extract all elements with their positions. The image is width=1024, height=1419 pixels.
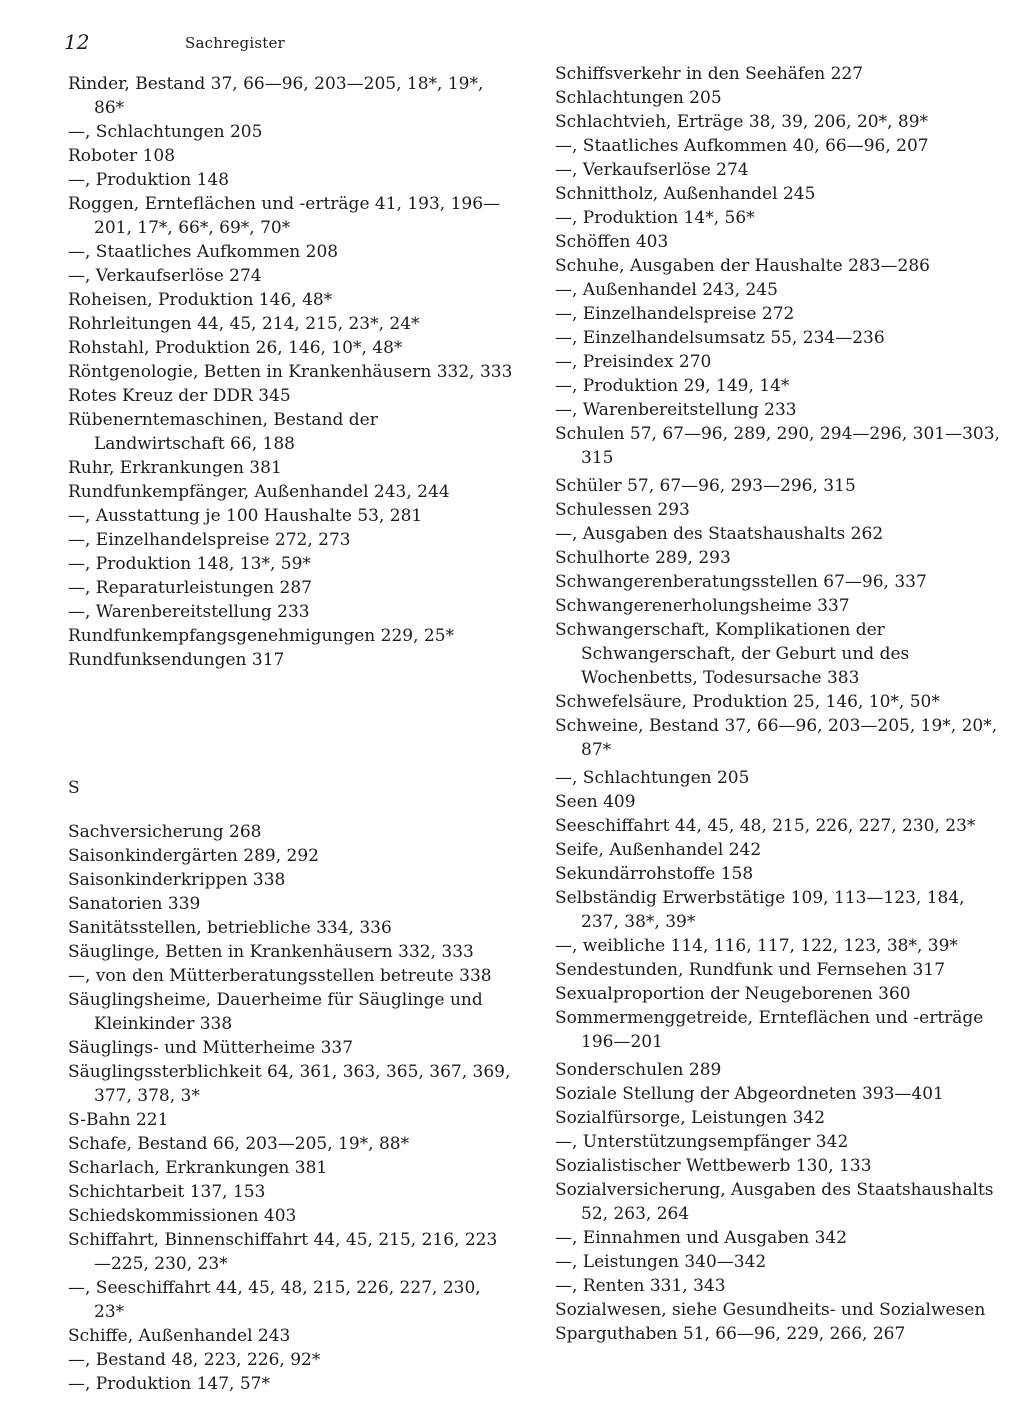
index-entry: —, Ausstattung je 100 Haushalte 53, 281 bbox=[68, 506, 423, 526]
index-column-left bbox=[68, 72, 513, 1396]
index-entry: Seife, Außenhandel 242 bbox=[555, 840, 762, 860]
index-group bbox=[555, 474, 1000, 762]
index-entry: Sonderschulen 289 bbox=[555, 1060, 722, 1080]
index-entry: Sanatorien 339 bbox=[68, 894, 201, 914]
index-entry: Schulen 57, 67—96, 289, 290, 294—296, 301—303, 315 bbox=[555, 424, 1000, 468]
index-group-s bbox=[68, 820, 513, 1396]
index-entry: —, Schlachtungen 205 bbox=[555, 768, 750, 788]
index-entry: Rohstahl, Produktion 26, 146, 10*, 48* bbox=[68, 338, 403, 358]
index-entry: —, Ausgaben des Staatshaushalts 262 bbox=[555, 524, 884, 544]
index-entry: Säuglingssterblichkeit 64, 361, 363, 365, 367, 369, 377, 378, 3* bbox=[68, 1062, 511, 1106]
index-entry: S-Bahn 221 bbox=[68, 1110, 169, 1130]
index-entry: —, Renten 331, 343 bbox=[555, 1276, 726, 1296]
index-entry: —, Warenbereitstellung 233 bbox=[68, 602, 310, 622]
index-entry: Schlachtvieh, Erträge 38, 39, 206, 20*, 89* bbox=[555, 112, 929, 132]
index-entry: Schweine, Bestand 37, 66—96, 203—205, 19*, 20*, 87* bbox=[555, 716, 998, 760]
index-entry: —, Einnahmen und Ausgaben 342 bbox=[555, 1228, 848, 1248]
index-entry: —, Einzelhandelspreise 272, 273 bbox=[68, 530, 351, 550]
index-entry: Säuglingsheime, Dauerheime für Säuglinge und Kleinkinder 338 bbox=[68, 990, 483, 1034]
index-entry: Röntgenologie, Betten in Krankenhäusern 332, 333 bbox=[68, 362, 513, 382]
index-entry: Schulessen 293 bbox=[555, 500, 690, 520]
index-entry: Sekundärrohstoffe 158 bbox=[555, 864, 754, 884]
index-entry: Seen 409 bbox=[555, 792, 636, 812]
index-entry: —, Reparaturleistungen 287 bbox=[68, 578, 312, 598]
index-entry: Säuglings- und Mütterheime 337 bbox=[68, 1038, 354, 1058]
running-head: Sachregister bbox=[185, 34, 285, 52]
index-entry: Rotes Kreuz der DDR 345 bbox=[68, 386, 291, 406]
index-entry: —, Produktion 147, 57* bbox=[68, 1374, 270, 1394]
index-entry: —, Seeschiffahrt 44, 45, 48, 215, 226, 227, 230, 23* bbox=[68, 1278, 481, 1322]
index-entry: Seeschiffahrt 44, 45, 48, 215, 226, 227, 230, 23* bbox=[555, 816, 976, 836]
index-entry: —, Einzelhandelsumsatz 55, 234—236 bbox=[555, 328, 885, 348]
index-entry: Schiffe, Außenhandel 243 bbox=[68, 1326, 291, 1346]
index-entry: Sparguthaben 51, 66—96, 229, 266, 267 bbox=[555, 1324, 906, 1344]
index-entry: Schulhorte 289, 293 bbox=[555, 548, 731, 568]
index-entry: Schüler 57, 67—96, 293—296, 315 bbox=[555, 476, 856, 496]
index-entry: Säuglinge, Betten in Krankenhäusern 332, 333 bbox=[68, 942, 474, 962]
index-entry: Ruhr, Erkrankungen 381 bbox=[68, 458, 282, 478]
index-entry: —, Verkaufserlöse 274 bbox=[555, 160, 749, 180]
index-entry: —, Leistungen 340—342 bbox=[555, 1252, 767, 1272]
index-entry: Roggen, Ernteflächen und -erträge 41, 193, 196—201, 17*, 66*, 69*, 70* bbox=[68, 194, 501, 238]
index-entry: —, Schlachtungen 205 bbox=[68, 122, 263, 142]
section-letter: S bbox=[68, 778, 80, 798]
index-entry: Rinder, Bestand 37, 66—96, 203—205, 18*, 19*, 86* bbox=[68, 74, 484, 118]
index-entry: —, Unterstützungsempfänger 342 bbox=[555, 1132, 849, 1152]
index-entry: Saisonkindergärten 289, 292 bbox=[68, 846, 319, 866]
index-entry: —, Bestand 48, 223, 226, 92* bbox=[68, 1350, 321, 1370]
index-entry: —, weibliche 114, 116, 117, 122, 123, 38*, 39* bbox=[555, 936, 958, 956]
index-column-right bbox=[555, 62, 1000, 1346]
index-entry: Schafe, Bestand 66, 203—205, 19*, 88* bbox=[68, 1134, 410, 1154]
index-entry: Sozialwesen, siehe Gesundheits- und Sozialwesen bbox=[555, 1300, 986, 1320]
index-entry: Sozialfürsorge, Leistungen 342 bbox=[555, 1108, 826, 1128]
index-entry: Sexualproportion der Neugeborenen 360 bbox=[555, 984, 911, 1004]
index-entry: Rundfunksendungen 317 bbox=[68, 650, 285, 670]
index-entry: Schichtarbeit 137, 153 bbox=[68, 1182, 266, 1202]
index-entry: —, Produktion 29, 149, 14* bbox=[555, 376, 790, 396]
index-entry: Schwangerschaft, Komplikationen der Schwangerschaft, der Geburt und des Wochenbetts, Todesursache 383 bbox=[555, 620, 910, 688]
index-entry: Roboter 108 bbox=[68, 146, 176, 166]
index-entry: Schlachtungen 205 bbox=[555, 88, 722, 108]
index-entry: Rundfunkempfänger, Außenhandel 243, 244 bbox=[68, 482, 450, 502]
index-entry: Schwangerenerholungsheime 337 bbox=[555, 596, 850, 616]
index-entry: —, Einzelhandelspreise 272 bbox=[555, 304, 795, 324]
section-gap bbox=[68, 800, 513, 820]
index-entry: Sommermenggetreide, Ernteflächen und -erträge 196—201 bbox=[555, 1008, 984, 1052]
index-entry: Saisonkinderkrippen 338 bbox=[68, 870, 286, 890]
index-entry: Schiedskommissionen 403 bbox=[68, 1206, 297, 1226]
page-number: 12 bbox=[64, 30, 90, 54]
index-entry: Sozialistischer Wettbewerb 130, 133 bbox=[555, 1156, 872, 1176]
index-entry: —, Warenbereitstellung 233 bbox=[555, 400, 797, 420]
index-entry: Soziale Stellung der Abgeordneten 393—401 bbox=[555, 1084, 944, 1104]
index-entry: Sanitätsstellen, betriebliche 334, 336 bbox=[68, 918, 392, 938]
index-entry: Selbständig Erwerbstätige 109, 113—123, 184, 237, 38*, 39* bbox=[555, 888, 965, 932]
index-entry: Sendestunden, Rundfunk und Fernsehen 317 bbox=[555, 960, 946, 980]
index-entry: —, Preisindex 270 bbox=[555, 352, 712, 372]
index-entry: Scharlach, Erkrankungen 381 bbox=[68, 1158, 328, 1178]
index-entry: Schöffen 403 bbox=[555, 232, 669, 252]
index-entry: Schnittholz, Außenhandel 245 bbox=[555, 184, 816, 204]
index-entry: Schuhe, Ausgaben der Haushalte 283—286 bbox=[555, 256, 930, 276]
index-group-r bbox=[68, 72, 513, 672]
index-entry: —, Produktion 14*, 56* bbox=[555, 208, 755, 228]
index-entry: Schwangerenberatungsstellen 67—96, 337 bbox=[555, 572, 927, 592]
index-group bbox=[555, 1058, 1000, 1346]
index-entry: Roheisen, Produktion 146, 48* bbox=[68, 290, 333, 310]
index-entry: Schwefelsäure, Produktion 25, 146, 10*, 50* bbox=[555, 692, 940, 712]
index-entry: Schiffsverkehr in den Seehäfen 227 bbox=[555, 64, 864, 84]
index-group bbox=[555, 62, 1000, 470]
index-entry: —, Verkaufserlöse 274 bbox=[68, 266, 262, 286]
index-group bbox=[555, 766, 1000, 1054]
index-entry: Rundfunkempfangsgenehmigungen 229, 25* bbox=[68, 626, 455, 646]
index-entry: —, Produktion 148, 13*, 59* bbox=[68, 554, 311, 574]
index-entry: —, von den Mütterberatungsstellen betreute 338 bbox=[68, 966, 492, 986]
index-entry: Schiffahrt, Binnenschiffahrt 44, 45, 215, 216, 223—225, 230, 23* bbox=[68, 1230, 498, 1274]
index-entry: —, Staatliches Aufkommen 208 bbox=[68, 242, 339, 262]
section-gap bbox=[68, 672, 513, 776]
index-entry: —, Außenhandel 243, 245 bbox=[555, 280, 778, 300]
index-entry: Sozialversicherung, Ausgaben des Staatshaushalts 52, 263, 264 bbox=[555, 1180, 994, 1224]
index-entry: —, Produktion 148 bbox=[68, 170, 230, 190]
index-entry: —, Staatliches Aufkommen 40, 66—96, 207 bbox=[555, 136, 929, 156]
index-entry: Rübenerntemaschinen, Bestand der Landwirtschaft 66, 188 bbox=[68, 410, 378, 454]
index-entry: Rohrleitungen 44, 45, 214, 215, 23*, 24* bbox=[68, 314, 420, 334]
index-entry: Sachversicherung 268 bbox=[68, 822, 262, 842]
